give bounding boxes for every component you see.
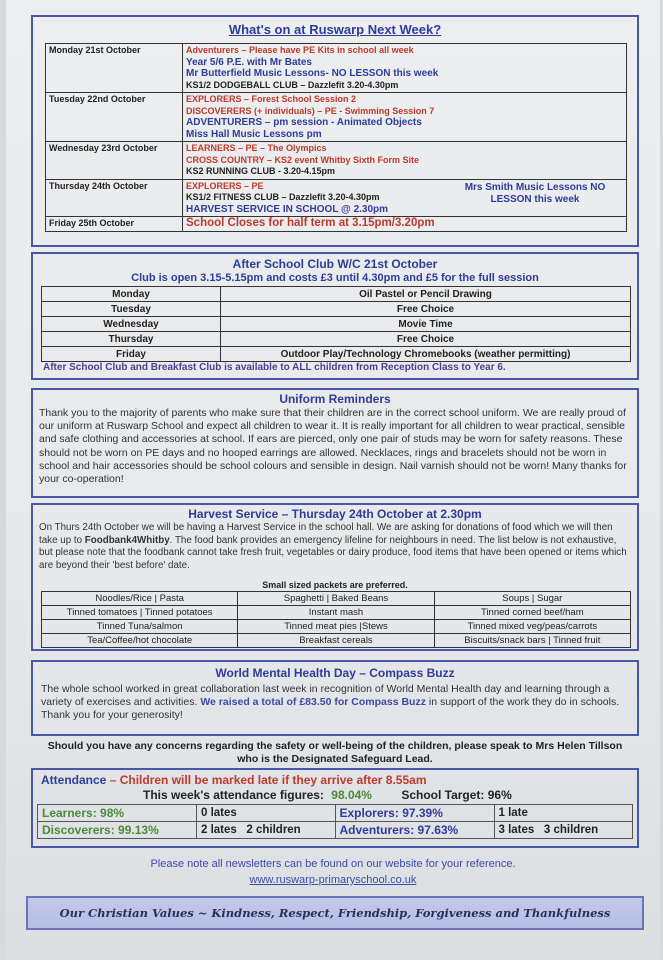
club-activity: Outdoor Play/Technology Chromebooks (weather permitting)	[221, 347, 631, 362]
class-lates: 3 lates 3 children	[494, 822, 633, 839]
club-activity: Free Choice	[221, 332, 631, 347]
attendance-row	[38, 805, 633, 822]
event-line: School Closes for half term at 3.15pm/3.20pm	[186, 217, 435, 229]
figures-label: This week's attendance figures:	[143, 788, 324, 802]
event-line: EXPLORERS – Forest School Session 2	[186, 94, 357, 104]
event-line: CROSS COUNTRY – KS2 event Whitby Sixth Form Site	[186, 154, 420, 165]
event-line: Miss Hall Music Lessons pm	[186, 128, 322, 140]
day-events	[183, 179, 627, 217]
food-item: Biscuits/snack bars | Tinned fruit	[434, 634, 630, 648]
club-row	[42, 347, 631, 362]
club-activity: Oil Pastel or Pencil Drawing	[221, 287, 631, 302]
club-day: Monday	[42, 287, 221, 302]
club-day: Tuesday	[42, 302, 221, 317]
attendance-section	[31, 768, 639, 848]
event-line: KS1/2 FITNESS CLUB – Dazzlefit 3.20-4.30pm	[186, 192, 380, 202]
after-school-title: After School Club W/C 21st October	[232, 257, 438, 271]
day-label: Thursday 24th October	[46, 179, 183, 217]
class-attendance: Adventurers: 97.63%	[335, 822, 494, 839]
event-line: ADVENTURERS – pm session - Animated Objects	[186, 117, 422, 128]
harvest-text-a: On Thurs 24th October we will be having a Harvest Service in the school hall. We are asking for donations of food which we will then take up to	[39, 522, 613, 546]
food-item: Spaghetti | Baked Beans	[238, 592, 434, 606]
food-row	[42, 592, 631, 606]
attendance-header	[41, 773, 427, 787]
day-row	[46, 93, 627, 142]
uniform-text: Thank you to the majority of parents who make sure that their children are in the correct school uniform. We are really proud of our uniform at Ruswarp School and expect all children to wear it. It is really important for all children to wear practical, sensible and safe clothing and accessories at school. If ears are pierced, only one pair of studs may be worn for safety reasons. These should not be worn on PE days and no hooped earrings are allowed. Necklaces, rings and bracelets should not be worn in school and hair accessories should be school colours and sensible in design. Nail varnish should not be worn! Many thanks for your co-operation!	[39, 407, 627, 486]
food-item: Tea/Coffee/hot chocolate	[42, 634, 238, 648]
day-row	[46, 179, 627, 217]
day-events	[183, 217, 627, 232]
attendance-figures-row	[143, 788, 512, 802]
class-attendance: Discoverers: 99.13%	[38, 822, 197, 839]
event-line: DISCOVERERS (+ individuals) – PE - Swimming Session 7	[186, 105, 435, 116]
food-item: Tinned tomatoes | Tinned potatoes	[42, 606, 238, 620]
club-activity: Free Choice	[221, 302, 631, 317]
food-item: Tinned meat pies |Stews	[238, 620, 434, 634]
club-day: Wednesday	[42, 317, 221, 332]
mental-health-text-b: in support of the work they do in schools. Thank you for your generosity!	[41, 696, 620, 722]
whats-on-table	[45, 43, 627, 232]
event-line: Adventurers – Please have PE Kits in school all week	[186, 45, 414, 55]
safeguard-note: Should you have any concerns regarding the safety or well-being of the children, please speak to Mrs Helen Tillson who is the Designated Safeguard Lead.	[47, 740, 623, 765]
food-row	[42, 634, 631, 648]
food-item: Soups | Sugar	[434, 592, 630, 606]
day-row	[46, 44, 627, 93]
day-events	[183, 142, 627, 180]
day-events	[183, 93, 627, 142]
mental-health-section	[31, 660, 639, 736]
food-item: Noodles/Rice | Pasta	[42, 592, 238, 606]
food-row	[42, 606, 631, 620]
day-row	[46, 142, 627, 180]
club-activity: Movie Time	[221, 317, 631, 332]
newsletter-note: Please note all newsletters can be found on our website for your reference.	[150, 858, 516, 870]
food-item: Tinned mixed veg/peas/carrots	[434, 620, 630, 634]
late-note: – Children will be marked late if they arrive after 8.55am	[109, 773, 427, 787]
club-day: Friday	[42, 347, 221, 362]
class-attendance: Learners: 98%	[38, 805, 197, 822]
day-label: Friday 25th October	[46, 217, 183, 232]
attendance-label: Attendance	[41, 773, 107, 787]
event-line: Year 5/6 P.E. with Mr Bates	[186, 56, 312, 68]
class-lates: 0 lates	[197, 805, 336, 822]
mental-health-title: World Mental Health Day – Compass Buzz	[215, 666, 455, 680]
whats-on-section	[31, 15, 639, 247]
uniform-title: Uniform Reminders	[279, 392, 391, 406]
harvest-section	[31, 503, 639, 651]
christian-values: Our Christian Values ~ Kindness, Respect, Friendship, Forgiveness and Thankfulness	[59, 906, 611, 920]
music-lesson-note: Mrs Smith Music Lessons NO LESSON this week	[464, 181, 606, 205]
club-day: Thursday	[42, 332, 221, 347]
club-row	[42, 287, 631, 302]
harvest-title: Harvest Service – Thursday 24th October at 2.30pm	[188, 507, 482, 521]
values-banner	[26, 896, 644, 930]
day-label: Monday 21st October	[46, 44, 183, 93]
club-row	[42, 317, 631, 332]
harvest-items-table	[41, 591, 631, 648]
food-row	[42, 620, 631, 634]
event-line: HARVEST SERVICE IN SCHOOL @ 2.30pm	[186, 203, 389, 215]
website-link[interactable]: www.ruswarp-primaryschool.co.uk	[249, 874, 417, 886]
foodbank-name: Foodbank4Whitby	[84, 534, 170, 546]
after-school-section	[31, 252, 639, 380]
after-school-footer: After School Club and Breakfast Club is available to ALL children from Reception Class to Year 6.	[43, 362, 506, 373]
whats-on-title: What's on at Ruswarp Next Week?	[228, 22, 442, 37]
school-target: School Target: 96%	[401, 788, 512, 802]
day-events	[183, 44, 627, 93]
food-item: Breakfast cereals	[238, 634, 434, 648]
event-line: KS1/2 DODGEBALL CLUB – Dazzlefit 3.20-4.30pm	[186, 79, 399, 90]
newsletter-page	[6, 0, 660, 960]
attendance-classes-table	[37, 804, 633, 839]
food-item: Tinned corned beef/ham	[434, 606, 630, 620]
after-school-subtitle: Club is open 3.15-5.15pm and costs £3 until 4.30pm and £5 for the full session	[131, 272, 539, 284]
harvest-text	[39, 522, 631, 572]
day-label: Tuesday 22nd October	[46, 93, 183, 142]
club-row	[42, 332, 631, 347]
class-lates: 1 late	[494, 805, 633, 822]
mental-health-text	[41, 683, 629, 723]
club-row	[42, 302, 631, 317]
class-attendance: Explorers: 97.39%	[335, 805, 494, 822]
event-line: KS2 RUNNING CLUB - 3.20-4.15pm	[186, 166, 336, 176]
after-school-table	[41, 286, 631, 362]
class-lates: 2 lates 2 children	[197, 822, 336, 839]
event-line: EXPLORERS – PE	[186, 180, 264, 191]
event-line: Mr Butterfield Music Lessons- NO LESSON this week	[186, 68, 439, 79]
food-item: Instant mash	[238, 606, 434, 620]
harvest-note: Small sized packets are preferred.	[262, 580, 408, 590]
event-line: LEARNERS – PE – The Olympics	[186, 143, 327, 153]
food-item: Tinned Tuna/salmon	[42, 620, 238, 634]
mental-health-text-a: The whole school worked in great collaboration last week in recognition of World Mental Health day and learning through a variety of exercises and activities.	[41, 683, 610, 709]
uniform-section	[31, 388, 639, 498]
attendance-row	[38, 822, 633, 839]
attendance-figure: 98.04%	[331, 788, 372, 802]
harvest-text-b: . The food bank provides an emergency lifeline for neighbours in need. The list below is not exhaustive, but please note that the foodbank cannot take fresh fruit, vegetables or dairy produce, food items that have been opened or items which are beyond their 'best before' date.	[39, 534, 627, 571]
day-label: Wednesday 23rd October	[46, 142, 183, 180]
amount-raised: We raised a total of £83.50 for Compass Buzz	[200, 696, 426, 709]
day-row	[46, 217, 627, 232]
